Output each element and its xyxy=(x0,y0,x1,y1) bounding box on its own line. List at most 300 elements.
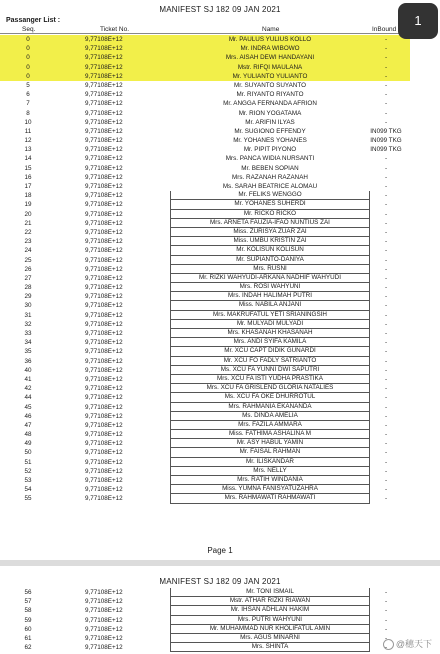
table-row xyxy=(0,393,410,402)
ticket-cell: 9,77108E+12 xyxy=(85,440,123,448)
seq-cell: 40 xyxy=(24,366,32,374)
name-cell: Mrs. ANDI SYIFA KAMILA xyxy=(170,338,370,347)
name-cell: Mrs. PANCA WIDIA NURSANTI xyxy=(225,155,315,163)
inbound-cell: - xyxy=(384,228,388,236)
table-row xyxy=(0,53,410,62)
seq-cell: 41 xyxy=(24,375,32,383)
name-cell: Mr. SUGIONO EFFENDY xyxy=(234,127,306,135)
table-row xyxy=(0,256,410,265)
table-row xyxy=(0,182,410,191)
table-row xyxy=(0,118,410,127)
name-cell: Ms. XCU FA YUNNI DWI SAPUTRI xyxy=(170,366,370,375)
ticket-cell: 9,77108E+12 xyxy=(85,183,123,190)
inbound-cell: - xyxy=(384,155,388,163)
watermark-text: @穗天下 xyxy=(395,638,432,649)
table-row xyxy=(0,347,410,356)
seq-cell: 0 xyxy=(26,63,30,71)
ticket-cell: 9,77108E+12 xyxy=(85,412,123,420)
ticket-cell: 9,77108E+12 xyxy=(85,228,123,236)
inbound-cell: - xyxy=(384,375,388,383)
inbound-cell: - xyxy=(384,330,388,337)
table-row xyxy=(0,329,410,338)
inbound-cell: - xyxy=(384,394,388,402)
ticket-cell: 9,77108E+12 xyxy=(85,403,123,411)
ticket-cell: 9,77108E+12 xyxy=(85,607,123,615)
ticket-cell: 9,77108E+12 xyxy=(85,100,123,108)
table-row xyxy=(0,448,410,457)
table-row xyxy=(0,274,410,283)
seq-cell: 19 xyxy=(24,201,32,209)
document-title: MANIFEST SJ 182 09 JAN 2021 xyxy=(159,5,281,14)
name-cell: Mrs. PUTRI WAHYUNI xyxy=(170,616,370,625)
ticket-cell: 9,77108E+12 xyxy=(85,274,123,282)
inbound-cell: - xyxy=(384,192,388,200)
table-row xyxy=(0,265,410,274)
seq-cell: 28 xyxy=(24,284,32,292)
ticket-cell: 9,77108E+12 xyxy=(85,458,123,466)
table-row xyxy=(0,320,410,329)
header-ticket: Ticket No. xyxy=(100,26,130,33)
table-row xyxy=(0,403,410,412)
table-row xyxy=(0,210,410,219)
table-row xyxy=(0,109,410,118)
ticket-cell: 9,77108E+12 xyxy=(85,634,123,642)
inbound-cell: - xyxy=(384,118,388,126)
ticket-cell: 9,77108E+12 xyxy=(85,421,123,429)
inbound-cell: - xyxy=(384,403,388,411)
ticket-cell: 9,77108E+12 xyxy=(85,265,123,273)
name-cell: Mrs. MAKRUFATUL YETI SRIANINGSIH xyxy=(170,311,370,320)
name-cell: Mr. IHSAN ADHLAN HAKIM xyxy=(170,606,370,615)
seq-cell: 57 xyxy=(24,598,32,606)
name-cell: Ms. SARAH BEATRICE ALOMAU xyxy=(222,183,318,190)
seq-cell: 13 xyxy=(24,146,32,154)
ticket-cell: 9,77108E+12 xyxy=(85,385,123,393)
table-row xyxy=(0,99,410,108)
name-cell: Mstr. RIFQI MAULANA xyxy=(237,63,303,71)
ticket-cell: 9,77108E+12 xyxy=(85,238,123,246)
seq-cell: 50 xyxy=(24,449,32,457)
seq-cell: 18 xyxy=(24,192,32,200)
table-row xyxy=(0,375,410,384)
ticket-cell: 9,77108E+12 xyxy=(85,63,123,71)
inbound-cell: - xyxy=(384,449,388,457)
name-cell: Mrs. RAZANAH RAZANAH xyxy=(232,173,308,181)
ticket-cell: 9,77108E+12 xyxy=(85,201,123,209)
seq-cell: 51 xyxy=(24,458,32,466)
document-title-page-2: MANIFEST SJ 182 09 JAN 2021 xyxy=(159,577,281,586)
table-row xyxy=(0,164,410,173)
inbound-cell: - xyxy=(384,421,388,429)
page-number: Page 1 xyxy=(207,546,233,555)
seq-cell: 62 xyxy=(24,644,32,652)
ticket-cell: 9,77108E+12 xyxy=(85,137,123,145)
name-cell: Mrs. SHINTA xyxy=(170,643,370,652)
ticket-cell: 9,77108E+12 xyxy=(85,118,123,126)
table-row xyxy=(0,44,410,53)
ticket-cell: 9,77108E+12 xyxy=(85,36,123,43)
inbound-cell: - xyxy=(384,607,388,615)
ticket-cell: 9,77108E+12 xyxy=(85,486,123,494)
seq-cell: 16 xyxy=(24,173,32,181)
inbound-cell: - xyxy=(384,616,388,624)
name-cell: Mr. ILISKANDAR xyxy=(170,458,370,467)
inbound-cell: - xyxy=(384,72,388,80)
name-cell: Miss. ZURISYA ZUAR ZAI xyxy=(170,228,370,237)
seq-cell: 27 xyxy=(24,274,32,282)
image-counter-badge[interactable]: 1 xyxy=(398,3,438,39)
ticket-cell: 9,77108E+12 xyxy=(85,45,123,53)
ticket-cell: 9,77108E+12 xyxy=(85,91,123,99)
table-row xyxy=(0,246,410,255)
name-cell: Mr. MUHAMMAD NUR KHOLIFATUL AMIN xyxy=(170,625,370,634)
name-cell: Mr. ANGGA FERNANDA AFRION xyxy=(223,100,317,108)
seq-cell: 61 xyxy=(24,634,32,642)
inbound-cell: - xyxy=(384,63,388,71)
seq-cell: 47 xyxy=(24,421,32,429)
seq-cell: 32 xyxy=(24,320,32,328)
name-cell: Mrs. RATIH WINDANIA xyxy=(170,476,370,485)
header-inbound: InBound xyxy=(372,26,397,33)
seq-cell: 14 xyxy=(24,155,32,163)
table-row xyxy=(0,467,410,476)
table-row xyxy=(0,606,410,615)
name-cell: Mr. RIZKI WAHYUDI-ARKANA NADHIF WAHYUDI xyxy=(170,274,370,283)
table-row xyxy=(0,412,410,421)
inbound-cell: - xyxy=(384,81,388,89)
ticket-cell: 9,77108E+12 xyxy=(85,625,123,633)
table-row xyxy=(0,191,410,200)
table-row xyxy=(0,421,410,430)
ticket-cell: 9,77108E+12 xyxy=(85,431,123,439)
ticket-cell: 9,77108E+12 xyxy=(85,192,123,200)
seq-cell: 12 xyxy=(24,137,32,145)
name-cell: Mr. YULIANTO YULIANTO xyxy=(232,72,308,80)
inbound-cell: - xyxy=(384,311,388,319)
seq-cell: 0 xyxy=(26,45,30,53)
table-row xyxy=(0,127,410,136)
name-cell: Mrs. AISAH DEWI HANDAYANI xyxy=(225,54,315,62)
seq-cell: 8 xyxy=(26,109,30,117)
seq-cell: 36 xyxy=(24,357,32,365)
inbound-cell: - xyxy=(384,183,388,190)
name-cell: Mr. BEBEN SOPIAN xyxy=(241,164,299,172)
table-row xyxy=(0,597,410,606)
inbound-cell: - xyxy=(384,486,388,494)
name-cell: Miss. YUMNA FANISYATUZAHRA xyxy=(170,485,370,494)
inbound-cell: - xyxy=(384,164,388,172)
inbound-cell: - xyxy=(384,431,388,439)
inbound-cell: - xyxy=(384,219,388,227)
ticket-cell: 9,77108E+12 xyxy=(85,320,123,328)
header-seq: Seq. xyxy=(22,26,36,33)
ticket-cell: 9,77108E+12 xyxy=(85,644,123,652)
seq-cell: 59 xyxy=(24,616,32,624)
seq-cell: 45 xyxy=(24,403,32,411)
weibo-logo-icon xyxy=(383,639,394,650)
table-row xyxy=(0,634,410,643)
seq-cell: 7 xyxy=(26,100,30,108)
ticket-cell: 9,77108E+12 xyxy=(85,589,123,596)
inbound-cell: - xyxy=(384,210,388,218)
seq-cell: 56 xyxy=(24,589,32,596)
inbound-cell: - xyxy=(384,201,388,209)
seq-cell: 21 xyxy=(24,219,32,227)
seq-cell: 26 xyxy=(24,265,32,273)
name-cell: Mr. RICKO RICKO xyxy=(170,210,370,219)
table-row xyxy=(0,283,410,292)
inbound-cell: - xyxy=(384,598,388,606)
name-cell: Mr. ARIFIN ILYAS xyxy=(245,118,295,126)
name-cell: Mrs. KHASANAH KHASANAH xyxy=(170,329,370,338)
seq-cell: 0 xyxy=(26,36,30,43)
ticket-cell: 9,77108E+12 xyxy=(85,210,123,218)
inbound-cell: - xyxy=(384,320,388,328)
inbound-cell: - xyxy=(384,357,388,365)
inbound-cell: IN099 TKG xyxy=(370,127,402,135)
inbound-cell: - xyxy=(384,54,388,62)
ticket-cell: 9,77108E+12 xyxy=(85,449,123,457)
name-cell: Mrs. ROSI WAHYUNI xyxy=(170,283,370,292)
table-row xyxy=(0,72,410,81)
passenger-table-page-1 xyxy=(0,35,410,504)
table-row xyxy=(0,494,410,503)
inbound-cell: - xyxy=(384,440,388,448)
name-cell: Mrs. AGUS MINARNI xyxy=(170,634,370,643)
table-row xyxy=(0,588,410,597)
table-row xyxy=(0,476,410,485)
name-cell: Mr. FELIKS WENGGO xyxy=(170,191,370,200)
name-cell: Mr. RION YOGATAMA xyxy=(238,109,302,117)
table-row xyxy=(0,63,410,72)
ticket-cell: 9,77108E+12 xyxy=(85,127,123,135)
seq-cell: 35 xyxy=(24,348,32,356)
table-row xyxy=(0,219,410,228)
table-row xyxy=(0,136,410,145)
table-row xyxy=(0,90,410,99)
ticket-cell: 9,77108E+12 xyxy=(85,348,123,356)
name-cell: Mrs. XCU FA GRISLEND GLORIA NATALIES xyxy=(170,384,370,393)
ticket-cell: 9,77108E+12 xyxy=(85,616,123,624)
table-row xyxy=(0,439,410,448)
name-cell: Mr. INDRA WIBOWO xyxy=(240,45,300,53)
ticket-cell: 9,77108E+12 xyxy=(85,284,123,292)
seq-cell: 23 xyxy=(24,238,32,246)
seq-cell: 15 xyxy=(24,164,32,172)
table-row xyxy=(0,357,410,366)
ticket-cell: 9,77108E+12 xyxy=(85,164,123,172)
inbound-cell: - xyxy=(384,173,388,181)
inbound-cell: - xyxy=(384,467,388,475)
inbound-cell: - xyxy=(384,91,388,99)
ticket-cell: 9,77108E+12 xyxy=(85,467,123,475)
inbound-cell: - xyxy=(384,45,388,53)
seq-cell: 54 xyxy=(24,486,32,494)
inbound-cell: - xyxy=(384,589,388,596)
name-cell: Ms. XCU FA OKE DHURROTUL xyxy=(170,393,370,402)
seq-cell: 17 xyxy=(24,183,32,190)
ticket-cell: 9,77108E+12 xyxy=(85,495,123,503)
inbound-cell: - xyxy=(384,495,388,503)
inbound-cell: IN099 TKG xyxy=(370,146,402,154)
name-cell: Mr. MULYADI MULYADI xyxy=(170,320,370,329)
seq-cell: 55 xyxy=(24,495,32,503)
name-cell: Mr. SUYANTO SUYANTO xyxy=(234,81,306,89)
ticket-cell: 9,77108E+12 xyxy=(85,330,123,337)
seq-cell: 53 xyxy=(24,477,32,484)
inbound-cell: - xyxy=(384,36,388,43)
inbound-cell: - xyxy=(384,100,388,108)
name-cell: Mr. SUPIANTO-DANIYA xyxy=(170,256,370,265)
table-row xyxy=(0,311,410,320)
table-row xyxy=(0,228,410,237)
inbound-cell: - xyxy=(384,265,388,273)
seq-cell: 25 xyxy=(24,256,32,264)
inbound-cell: - xyxy=(384,339,388,347)
table-row xyxy=(0,625,410,634)
table-row xyxy=(0,643,410,652)
table-row xyxy=(0,338,410,347)
ticket-cell: 9,77108E+12 xyxy=(85,247,123,255)
ticket-cell: 9,77108E+12 xyxy=(85,477,123,484)
ticket-cell: 9,77108E+12 xyxy=(85,311,123,319)
name-cell: Mrs. RUSNI xyxy=(170,265,370,274)
ticket-cell: 9,77108E+12 xyxy=(85,302,123,310)
table-row xyxy=(0,35,410,44)
seq-cell: 11 xyxy=(24,127,32,135)
inbound-cell: - xyxy=(384,412,388,420)
ticket-cell: 9,77108E+12 xyxy=(85,72,123,80)
passenger-table-page-2 xyxy=(0,588,410,652)
table-header xyxy=(0,26,410,34)
inbound-cell: - xyxy=(384,109,388,117)
seq-cell: 58 xyxy=(24,607,32,615)
name-cell: Mrs. INDAH HALIMAH PUTRI xyxy=(170,292,370,301)
table-row xyxy=(0,485,410,494)
name-cell: Miss. FATHIMA ASHALINA M xyxy=(170,430,370,439)
table-row xyxy=(0,458,410,467)
table-row xyxy=(0,301,410,310)
table-row xyxy=(0,616,410,625)
name-cell: Mrs. RAHMAWATI RAHMAWATI xyxy=(170,494,370,503)
name-cell: Mrs. XCU FA ISTI YUDHA PRASTIKA xyxy=(170,375,370,384)
seq-cell: 34 xyxy=(24,339,32,347)
inbound-cell: - xyxy=(384,256,388,264)
name-cell: Mr. PAULUS YULIUS KOLLO xyxy=(228,36,312,43)
ticket-cell: 9,77108E+12 xyxy=(85,357,123,365)
inbound-cell: - xyxy=(384,238,388,246)
watermark xyxy=(383,637,432,650)
inbound-cell: - xyxy=(384,302,388,310)
seq-cell: 46 xyxy=(24,412,32,420)
table-row xyxy=(0,145,410,154)
name-cell: Mstr. ATHAR RIZKI RIAWAN xyxy=(170,597,370,606)
inbound-cell: - xyxy=(384,634,388,642)
table-row xyxy=(0,173,410,182)
seq-cell: 20 xyxy=(24,210,32,218)
table-row xyxy=(0,237,410,246)
seq-cell: 31 xyxy=(24,311,32,319)
name-cell: Miss. NABILA ANJANI xyxy=(170,301,370,310)
seq-cell: 10 xyxy=(24,118,32,126)
table-row xyxy=(0,154,410,163)
inbound-cell: IN099 TKG xyxy=(370,137,402,145)
header-name: Name xyxy=(262,26,280,33)
seq-cell: 22 xyxy=(24,228,32,236)
name-cell: Mr. YOHANES YOHANES xyxy=(233,137,307,145)
name-cell: Mr. PIPIT PIYONO xyxy=(243,146,297,154)
ticket-cell: 9,77108E+12 xyxy=(85,366,123,374)
name-cell: Mrs. FAZILA AMMARA xyxy=(170,421,370,430)
seq-cell: 49 xyxy=(24,440,32,448)
table-row xyxy=(0,384,410,393)
seq-cell: 0 xyxy=(26,72,30,80)
inbound-cell: - xyxy=(384,625,388,633)
ticket-cell: 9,77108E+12 xyxy=(85,109,123,117)
ticket-cell: 9,77108E+12 xyxy=(85,155,123,163)
seq-cell: 0 xyxy=(26,54,30,62)
seq-cell: 30 xyxy=(24,302,32,310)
table-row xyxy=(0,366,410,375)
seq-cell: 5 xyxy=(26,81,30,89)
table-row xyxy=(0,430,410,439)
inbound-cell: - xyxy=(384,284,388,292)
name-cell: Mr. XCU FO FADLY SATRIANTO xyxy=(170,357,370,366)
name-cell: Mr. KOLISUN KOLISUN xyxy=(170,246,370,255)
ticket-cell: 9,77108E+12 xyxy=(85,173,123,181)
seq-cell: 42 xyxy=(24,385,32,393)
name-cell: Mrs. RAHMANIA EKANANDA xyxy=(170,403,370,412)
inbound-cell: - xyxy=(384,385,388,393)
seq-cell: 48 xyxy=(24,431,32,439)
seq-cell: 44 xyxy=(24,394,32,402)
ticket-cell: 9,77108E+12 xyxy=(85,219,123,227)
name-cell: Mr. ASY HABUL YAMIN xyxy=(170,439,370,448)
ticket-cell: 9,77108E+12 xyxy=(85,54,123,62)
seq-cell: 60 xyxy=(24,625,32,633)
table-row xyxy=(0,81,410,90)
ticket-cell: 9,77108E+12 xyxy=(85,598,123,606)
ticket-cell: 9,77108E+12 xyxy=(85,146,123,154)
inbound-cell: - xyxy=(384,458,388,466)
name-cell: Mr. YOHANES SUHERDI xyxy=(170,200,370,209)
inbound-cell: - xyxy=(384,477,388,484)
name-cell: Mrs. ARNETA FAUZIA-IFAO NUNTIUS ZAI xyxy=(170,219,370,228)
inbound-cell: - xyxy=(384,644,388,652)
seq-cell: 52 xyxy=(24,467,32,475)
seq-cell: 6 xyxy=(26,91,30,99)
name-cell: Mr. RIYANTO RIYANTO xyxy=(236,91,304,99)
ticket-cell: 9,77108E+12 xyxy=(85,293,123,301)
ticket-cell: 9,77108E+12 xyxy=(85,375,123,383)
manifest-page-2 xyxy=(0,566,440,654)
name-cell: Mr. FAISAL RAHMAN xyxy=(170,448,370,457)
seq-cell: 33 xyxy=(24,330,32,337)
inbound-cell: - xyxy=(384,274,388,282)
ticket-cell: 9,77108E+12 xyxy=(85,339,123,347)
seq-cell: 24 xyxy=(24,247,32,255)
name-cell: Ms. DINDA AMELIA xyxy=(170,412,370,421)
name-cell: Mr. XCU CAPT DIDIK GUNARDI xyxy=(170,347,370,356)
inbound-cell: - xyxy=(384,293,388,301)
seq-cell: 29 xyxy=(24,293,32,301)
inbound-cell: - xyxy=(384,348,388,356)
ticket-cell: 9,77108E+12 xyxy=(85,81,123,89)
table-row xyxy=(0,200,410,209)
inbound-cell: - xyxy=(384,247,388,255)
name-cell: Miss. UMBU KRISTIN ZAI xyxy=(170,237,370,246)
table-row xyxy=(0,292,410,301)
